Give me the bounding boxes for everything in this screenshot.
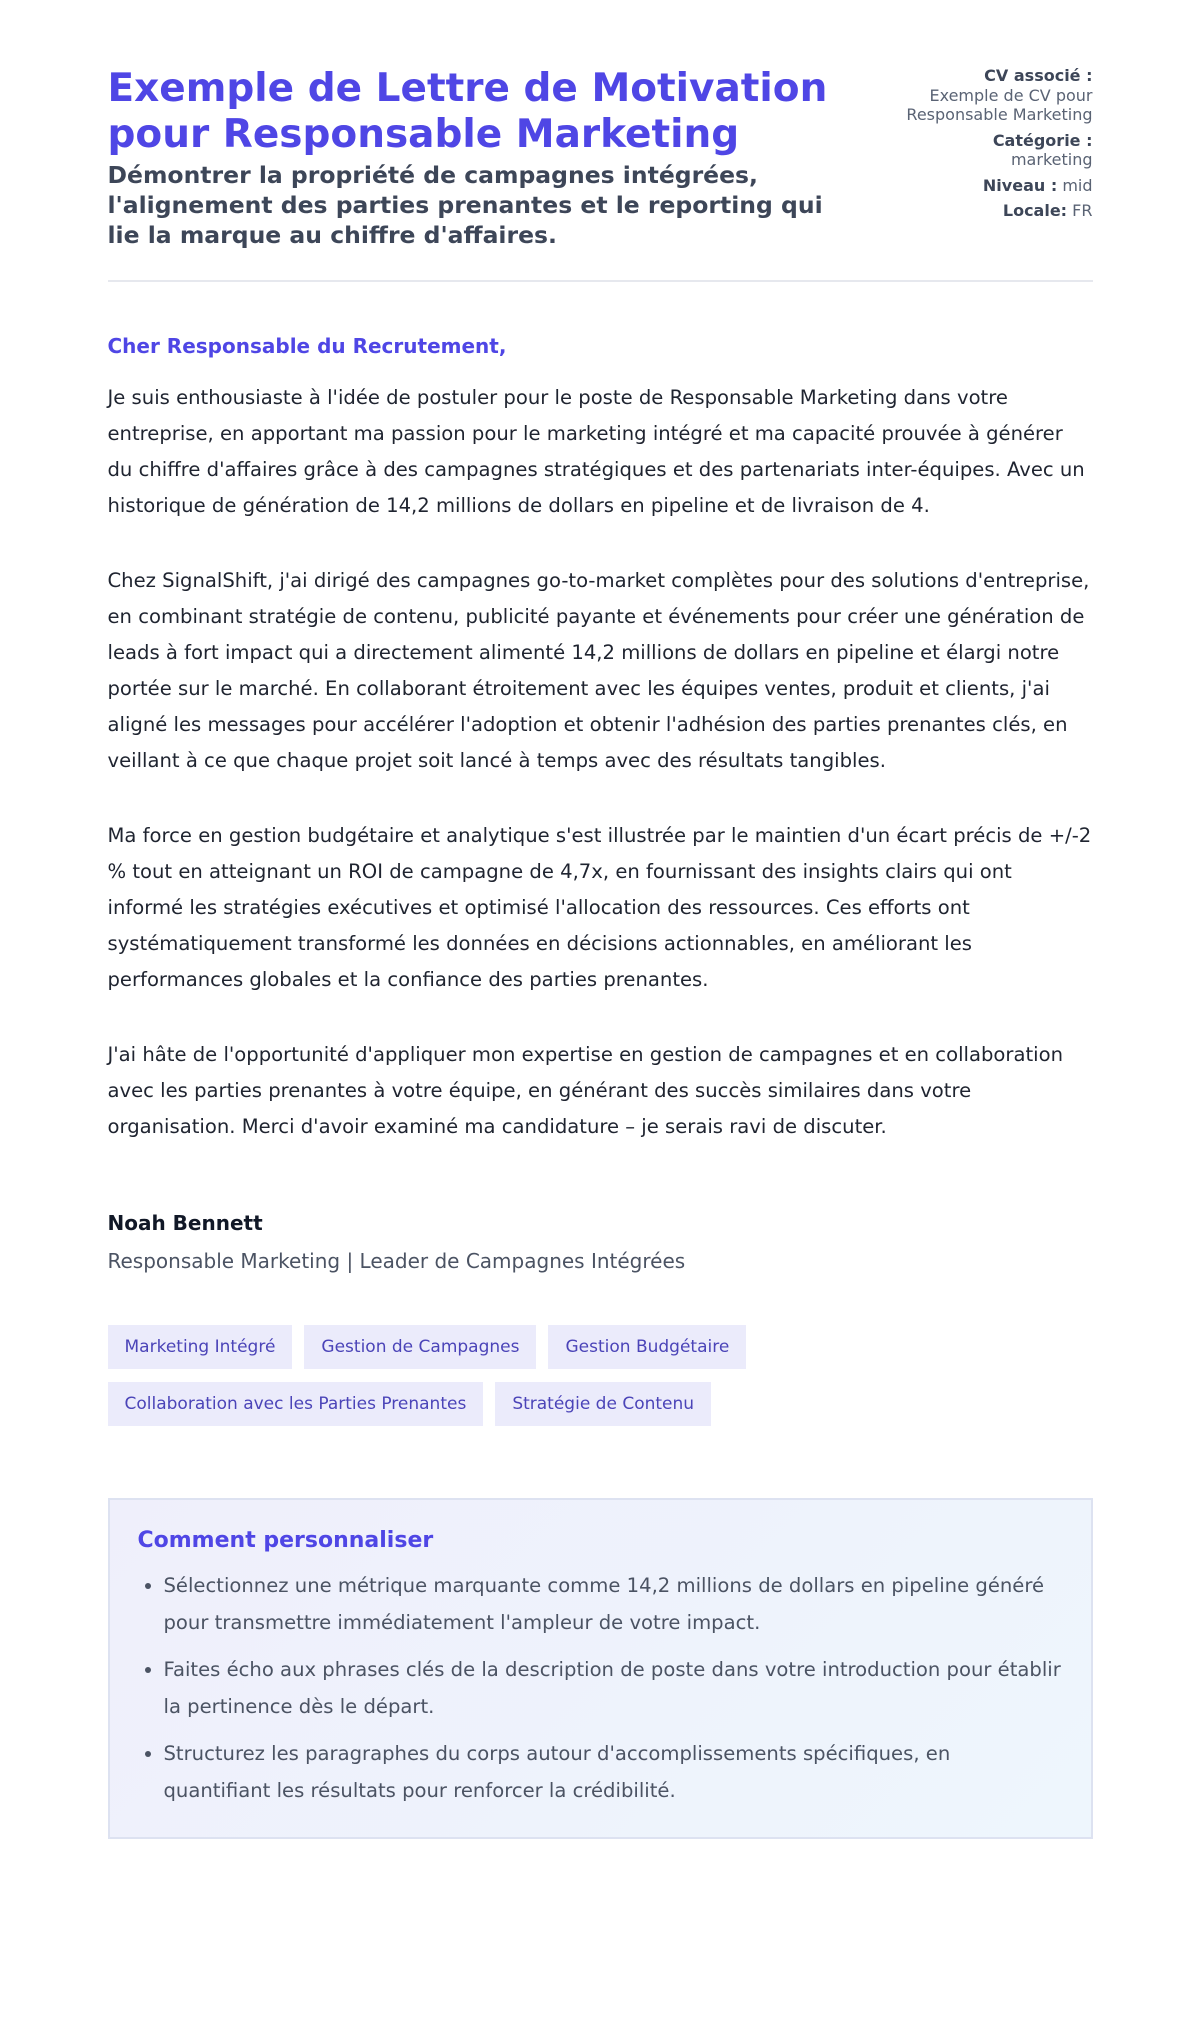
meta-locale-value: FR [1072, 201, 1093, 220]
skill-tag: Gestion Budgétaire [548, 1325, 746, 1369]
letter-paragraph: Ma force en gestion budgétaire et analytique s'est illustrée par le maintien d'un écart précis de +/-2 % tout en atteignant un ROI de campagne de 4,7x, en fournissant des insights clairs qui ont informé les stratégies exécutives et optimisé l'allocation des ressources. Ces efforts ont systématiquement transformé les données en décisions actionnables, en améliorant les performances globales et la confiance des parties prenantes. [107, 824, 1092, 991]
letter-paragraph: Chez SignalShift, j'ai dirigé des campagnes go-to-market complètes pour des solutions d'entreprise, en combinant stratégie de contenu, publicité payante et événements pour créer une génération de leads à fort impact qui a directement alimenté 14,2 millions de dollars en pipeline et élargi notre portée sur le marché. En collaborant étroitement avec les équipes ventes, produit et clients, j'ai aligné les messages pour accélérer l'adoption et obtenir l'adhésion des parties prenantes clés, en veillant à ce que chaque projet soit lancé à temps avec des résultats tangibles. [107, 569, 1090, 772]
greeting: Cher Responsable du Recrutement, [107, 334, 507, 358]
meta-category-label: Catégorie : [992, 130, 1093, 150]
meta-locale-label: Locale: [1002, 201, 1068, 220]
meta-category [893, 131, 1093, 170]
meta-panel [893, 66, 1093, 250]
page-subtitle: Démontrer la propriété de campagnes intégrées, l'alignement des parties prenantes et le reporting qui lie la marque au chiffre d'affaires. [107, 161, 823, 249]
meta-level-label: Niveau : [982, 175, 1058, 195]
signature-role: Responsable Marketing | Leader de Campagnes Intégrées [107, 1249, 686, 1273]
meta-level-value: mid [1062, 175, 1093, 195]
letter-paragraph: J'ai hâte de l'opportunité d'appliquer mon expertise en gestion de campagnes et en collaboration avec les parties prenantes à votre équipe, en générant des succès similaires dans votre organisation. Merci d'avoir examiné ma candidature – je serais ravi de discuter. [107, 1043, 1063, 1138]
customization-tips [108, 1498, 1093, 1839]
skill-tags [108, 1325, 808, 1426]
skill-tag: Collaboration avec les Parties Prenantes [108, 1382, 484, 1426]
title-block [108, 66, 848, 250]
meta-locale [893, 201, 1093, 221]
meta-cv [893, 66, 1093, 125]
tips-title: Comment personnaliser [137, 1528, 434, 1553]
cover-letter-page [108, 0, 1093, 1839]
meta-cv-label: CV associé : [984, 66, 1093, 85]
tip-item: • Faites écho aux phrases clés de la description de poste dans votre introduction pour établir la pertinence dès le départ. [164, 1651, 1063, 1725]
skill-tag: Marketing Intégré [108, 1325, 293, 1369]
page-header [108, 66, 1093, 282]
tip-item: • Sélectionnez une métrique marquante comme 14,2 millions de dollars en pipeline généré pour transmettre immédiatement l'ampleur de votre impact. [164, 1567, 1063, 1641]
signature-name: Noah Bennett [107, 1211, 263, 1235]
skill-tag: Gestion de Campagnes [304, 1325, 536, 1369]
tip-item: • Structurez les paragraphes du corps autour d'accomplissements spécifiques, en quantifiant les résultats pour renforcer la crédibilité. [164, 1735, 1063, 1809]
tips-list [138, 1567, 1063, 1809]
meta-cv-link[interactable]: Exemple de CV pour Responsable Marketing [906, 85, 1093, 124]
meta-category-value: marketing [1010, 150, 1093, 169]
page-title: Exemple de Lettre de Motivation pour Responsable Marketing [107, 66, 828, 157]
meta-level [893, 176, 1093, 196]
skill-tag: Stratégie de Contenu [495, 1382, 711, 1426]
letter-paragraph: Je suis enthousiaste à l'idée de postuler pour le poste de Responsable Marketing dans votre entreprise, en apportant ma passion pour le marketing intégré et ma capacité prouvée à générer du chiffre d'affaires grâce à des campagnes stratégiques et des partenariats inter-équipes. Avec un historique de génération de 14,2 millions de dollars en pipeline et de livraison de 4. [107, 386, 1085, 517]
